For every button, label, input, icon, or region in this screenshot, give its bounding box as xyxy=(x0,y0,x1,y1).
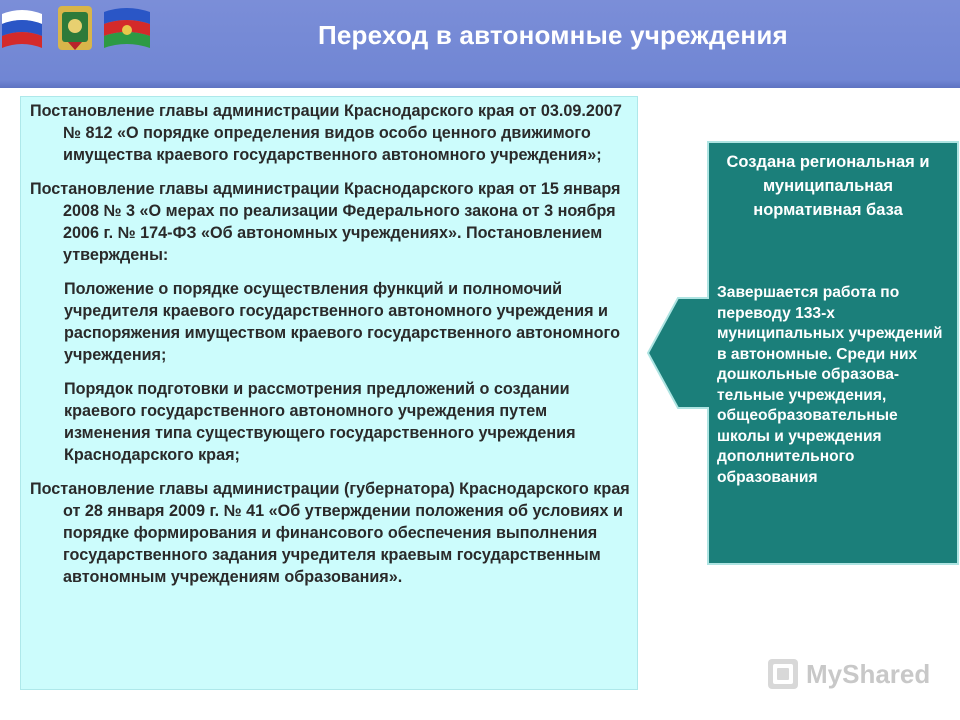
document-subitem: Порядок подготовки и рассмотрения предложений о создании краевого государственного автономного учреждения путем изменения типа существующего государственного учреждения Краснодарского края; xyxy=(64,380,576,464)
flags-emblem-logo xyxy=(0,2,160,62)
document-item: Постановление главы администрации Краснодарского края от 03.09.2007 № 812 «О порядке определения видов особо ценного движимого имущества краевого государственного автономного учреждения»; xyxy=(30,102,622,164)
document-subitem: Положение о порядке осуществления функций и полномочий учредителя краевого государственного автономного учреждения и распоряжения имуществом краевого государственного автономного учреждения; xyxy=(64,280,620,364)
page-title: Переход в автономные учреждения xyxy=(318,20,788,50)
callout-body: Завершается работа по переводу 133-х муниципальных учреждений в автономные. Среди них дошкольные образова-тельные учреждения, общеобразовательные школы и учреждения дополнительного образования xyxy=(717,284,943,486)
document-item: Постановление главы администрации Краснодарского края от 15 января 2008 № 3 «О мерах по реализации Федерального закона от 3 ноября 2006 г. № 174-ФЗ «Об автономных учреждениях». Постановлением утверждены: xyxy=(30,180,621,264)
header-shadow xyxy=(0,80,960,88)
documents-list xyxy=(30,100,630,588)
watermark-text: MyShared xyxy=(806,659,931,689)
callout-heading: Создана региональная и муниципальная нормативная база xyxy=(726,153,930,219)
document-item: Постановление главы администрации (губернатора) Краснодарского края от 28 января 2009 г. № 41 «Об утверждении положения об условиях и порядке формирования и финансового обеспечения выполнения государственного задания учредителя краевым государственным автономным учреждениям образования». xyxy=(30,480,630,586)
slide-header xyxy=(0,0,960,88)
